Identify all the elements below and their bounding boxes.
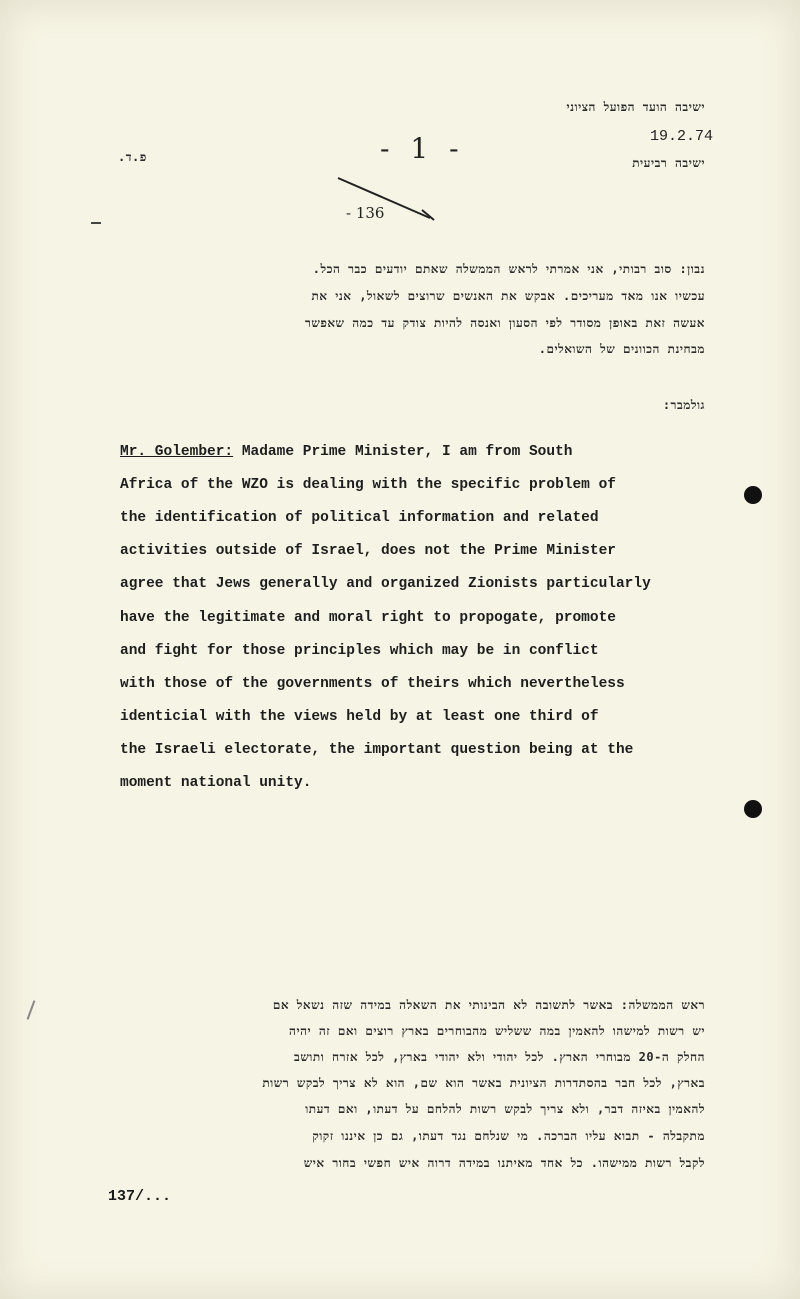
left-mark: פ.ד.	[118, 150, 147, 164]
answer-line-7: לקבל רשות ממישהו. כל אחד מאיתנו במידה דרוה איש חפשי בחור איש	[303, 1156, 705, 1170]
session-name: ישיבה רביעית	[632, 156, 705, 170]
answer-line-4: בארץ, לכל חבר בהסתדרות הציונית באשר הוא שם, הוא לא צריך לבקש רשות	[262, 1076, 705, 1090]
session-title: ישיבה הועד הפועל הציוני	[566, 100, 705, 114]
english-line-1-text: Madame Prime Minister, I am from South	[233, 444, 573, 460]
english-line-4: activities outside of Israel, does not the Prime Minister	[120, 543, 616, 559]
opening-line-4: מבחינת הכוונים של השואלים.	[538, 342, 705, 356]
english-line-7: and fight for those principles which may be in conflict	[120, 643, 599, 659]
punch-hole-bottom	[744, 800, 762, 818]
speaker-hebrew: גולמבר:	[662, 398, 705, 412]
left-margin-scratch	[27, 1000, 36, 1019]
opening-line-1: נבון: סוב רבותי, אני אמרתי לראש הממשלה שאתם יודעים כבר הכל.	[312, 262, 705, 276]
margin-mark	[91, 222, 101, 224]
english-line-1	[120, 444, 572, 460]
speaker-name: Mr. Golember:	[120, 444, 234, 460]
handwritten-archive-number: - 136	[346, 204, 385, 222]
opening-line-3: אעשה זאת באופן מסודר לפי הסעון ואנסה להיות צודק עד כמה שאפשר	[304, 316, 705, 330]
answer-line-6: מתקבלה - תבוא עליו הברכה. מי שנלחם נגד דעתו, גם כן איננו זקוק	[312, 1129, 705, 1143]
english-line-5: agree that Jews generally and organized Zionists particularly	[120, 576, 651, 592]
english-line-11: moment national unity.	[120, 775, 312, 791]
english-line-10: the Israeli electorate, the important question being at the	[120, 742, 634, 758]
english-line-6: have the legitimate and moral right to propogate, promote	[120, 610, 616, 626]
handwritten-page-number: - 1 -	[380, 132, 465, 165]
english-line-3: the identification of political information and related	[120, 510, 599, 526]
continuation-marker: 137/...	[108, 1188, 172, 1205]
english-line-9: identicial with the views held by at least one third of	[120, 709, 599, 725]
english-line-8: with those of the governments of theirs which nevertheless	[120, 676, 625, 692]
opening-line-2: עכשיו אנו מאד מעריכים. אבקש את האנשים שרוצים לשאול, אני את	[311, 289, 705, 303]
punch-hole-top	[744, 486, 762, 504]
answer-line-5: להאמין באיזה דבר, ולא צריך לבקש רשות להלחם על דעתו, ואם דעתו	[305, 1102, 705, 1116]
english-line-2: Africa of the WZO is dealing with the specific problem of	[120, 477, 616, 493]
answer-line-2: יש רשות למישהו להאמין במה ששליש מהבוחרים בארץ רוצים ואם זה יהיה	[289, 1024, 705, 1038]
answer-line-3: החלק ה-20 מבוחרי הארץ. לכל יהודי ולא יהודי בארץ, לכל אזרח ותושב	[294, 1050, 705, 1064]
answer-line-1: ראש הממשלה: באשר לתשובה לא הבינותי את השאלה במידה שזה נשאל אם	[272, 998, 705, 1012]
session-date: 19.2.74	[650, 128, 714, 145]
